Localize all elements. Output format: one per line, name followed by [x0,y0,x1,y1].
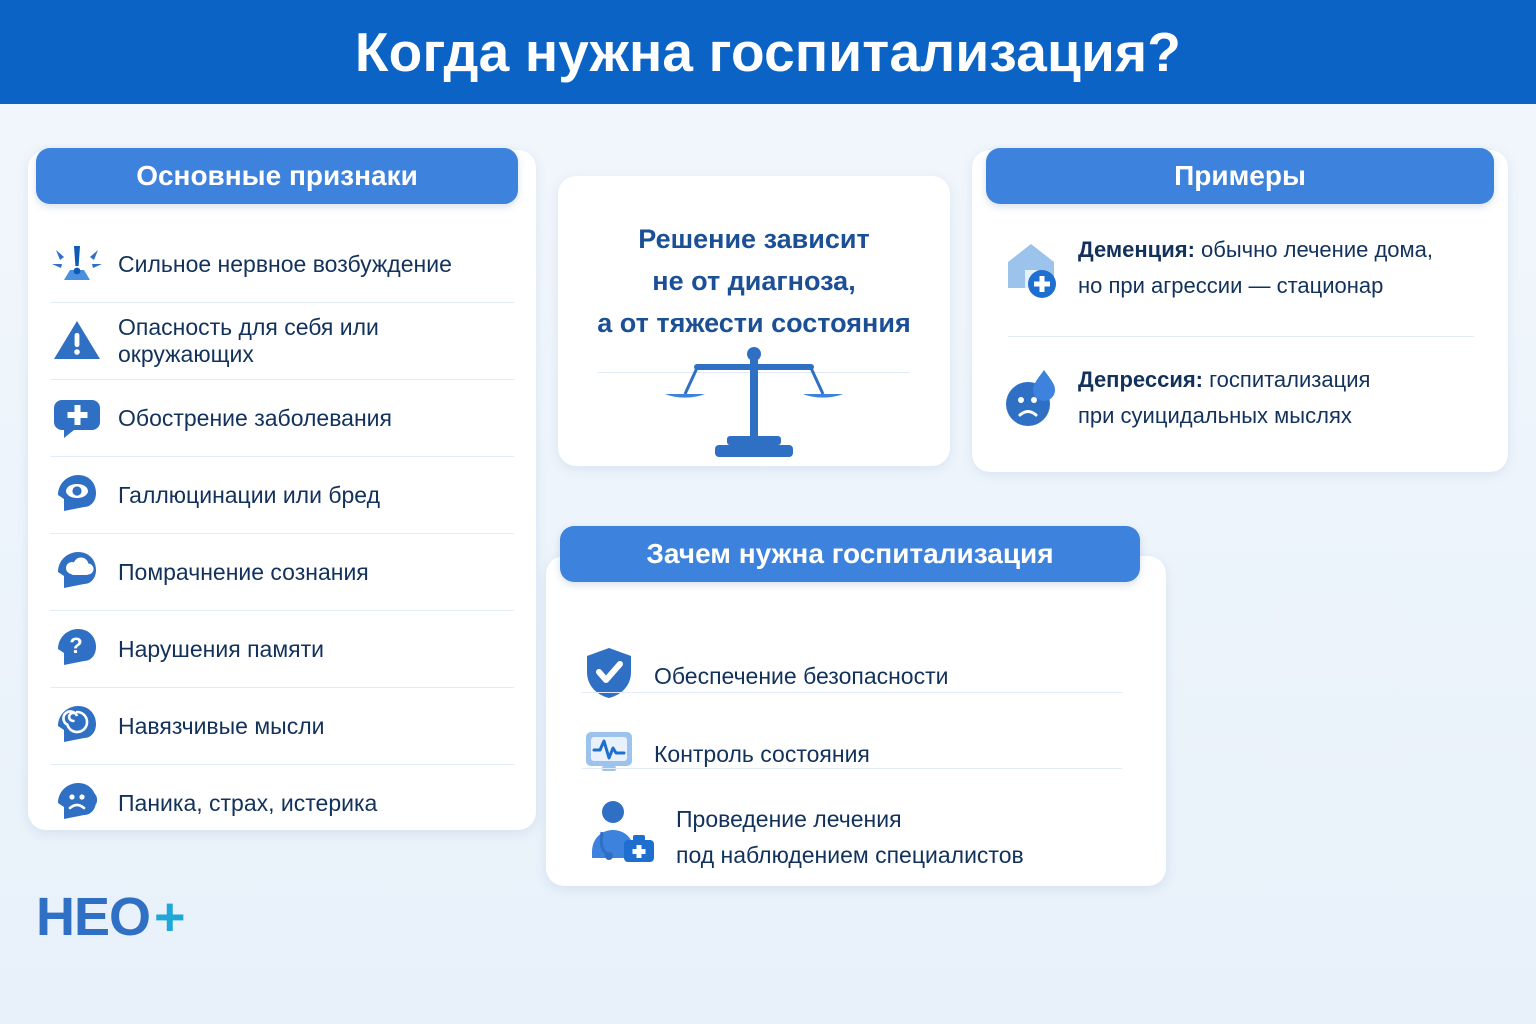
shield-check-icon [580,644,638,707]
why-line-2: под наблюдением специалистов [676,841,1024,868]
sign-label: Помрачнение сознания [118,558,369,585]
decision-card [558,176,950,466]
divider [1008,336,1474,337]
example-rest-2: при суицидальных мыслях [1078,403,1352,428]
head-question-icon [50,625,104,674]
medical-cross-speech-icon [50,394,104,443]
svg-text:?: ? [69,632,83,658]
sign-label: Обострение заболевания [118,404,392,431]
example-bold: Деменция: [1078,237,1195,262]
brand-logo [36,886,186,948]
decision-text [558,218,950,344]
example-text [1078,362,1370,434]
list-item[interactable] [50,457,514,534]
list-item[interactable] [580,796,1140,877]
scales-balance-icon [558,344,950,462]
list-item[interactable] [50,226,514,303]
sign-label: Сильное нервное возбуждение [118,250,452,277]
example-bold: Депрессия: [1078,367,1204,392]
why-header-label: Зачем нужна госпитализация [646,538,1054,569]
sign-label: Навязчивые мысли [118,712,325,739]
list-item[interactable] [50,688,514,765]
why-card [546,556,1166,886]
doctor-icon [580,796,660,877]
list-item[interactable] [50,765,514,842]
sign-label: Паника, страх, истерика [118,790,378,816]
signs-card [28,150,536,830]
sign-label: Нарушения памяти [118,635,324,662]
head-panic-icon [50,779,104,828]
list-item[interactable] [50,534,514,611]
why-card-header [560,526,1140,582]
signs-list [28,226,536,842]
decision-line-3: а от тяжести состояния [597,308,911,338]
head-spiral-icon [50,702,104,751]
decision-line-1: Решение зависит [638,224,870,254]
example-rest-2: но при агрессии — стационар [1078,273,1384,298]
list-item[interactable] [50,380,514,457]
exclamation-burst-icon [50,240,104,289]
example-rest-1: обычно лечение дома, [1194,237,1433,262]
list-item[interactable] [50,303,514,380]
page-title: Когда нужна госпитализация? [354,21,1182,83]
list-item[interactable] [998,362,1484,439]
signs-card-header [36,148,518,204]
examples-card-header [986,148,1494,204]
decision-line-2: не от диагноза, [652,266,856,296]
logo-text: HEO [36,887,151,947]
sad-face-drop-icon [998,362,1064,439]
why-text [676,801,1024,873]
page-header [0,0,1536,104]
signs-header-label: Основные признаки [136,160,418,191]
list-item[interactable] [580,722,1140,785]
why-line-1: Проведение лечения [676,805,902,832]
warning-triangle-icon [50,317,104,366]
list-item[interactable] [580,644,1140,707]
why-text: Обеспечение безопасности [654,662,949,689]
sign-label: Галлюцинации или бред [118,481,380,508]
home-medical-icon [998,232,1064,309]
monitor-heartbeat-icon [580,722,638,785]
examples-header-label: Примеры [1174,160,1306,191]
example-text [1078,232,1433,304]
divider [582,768,1122,769]
head-eye-icon [50,471,104,520]
divider [582,692,1122,693]
head-cloud-icon [50,548,104,597]
list-item[interactable] [998,232,1484,309]
example-rest-1: госпитализация [1203,367,1371,392]
why-text: Контроль состояния [654,740,870,767]
sign-label: Опасность для себя или окружающих [118,314,379,367]
list-item[interactable] [50,611,514,688]
logo-plus-icon: + [154,887,186,947]
